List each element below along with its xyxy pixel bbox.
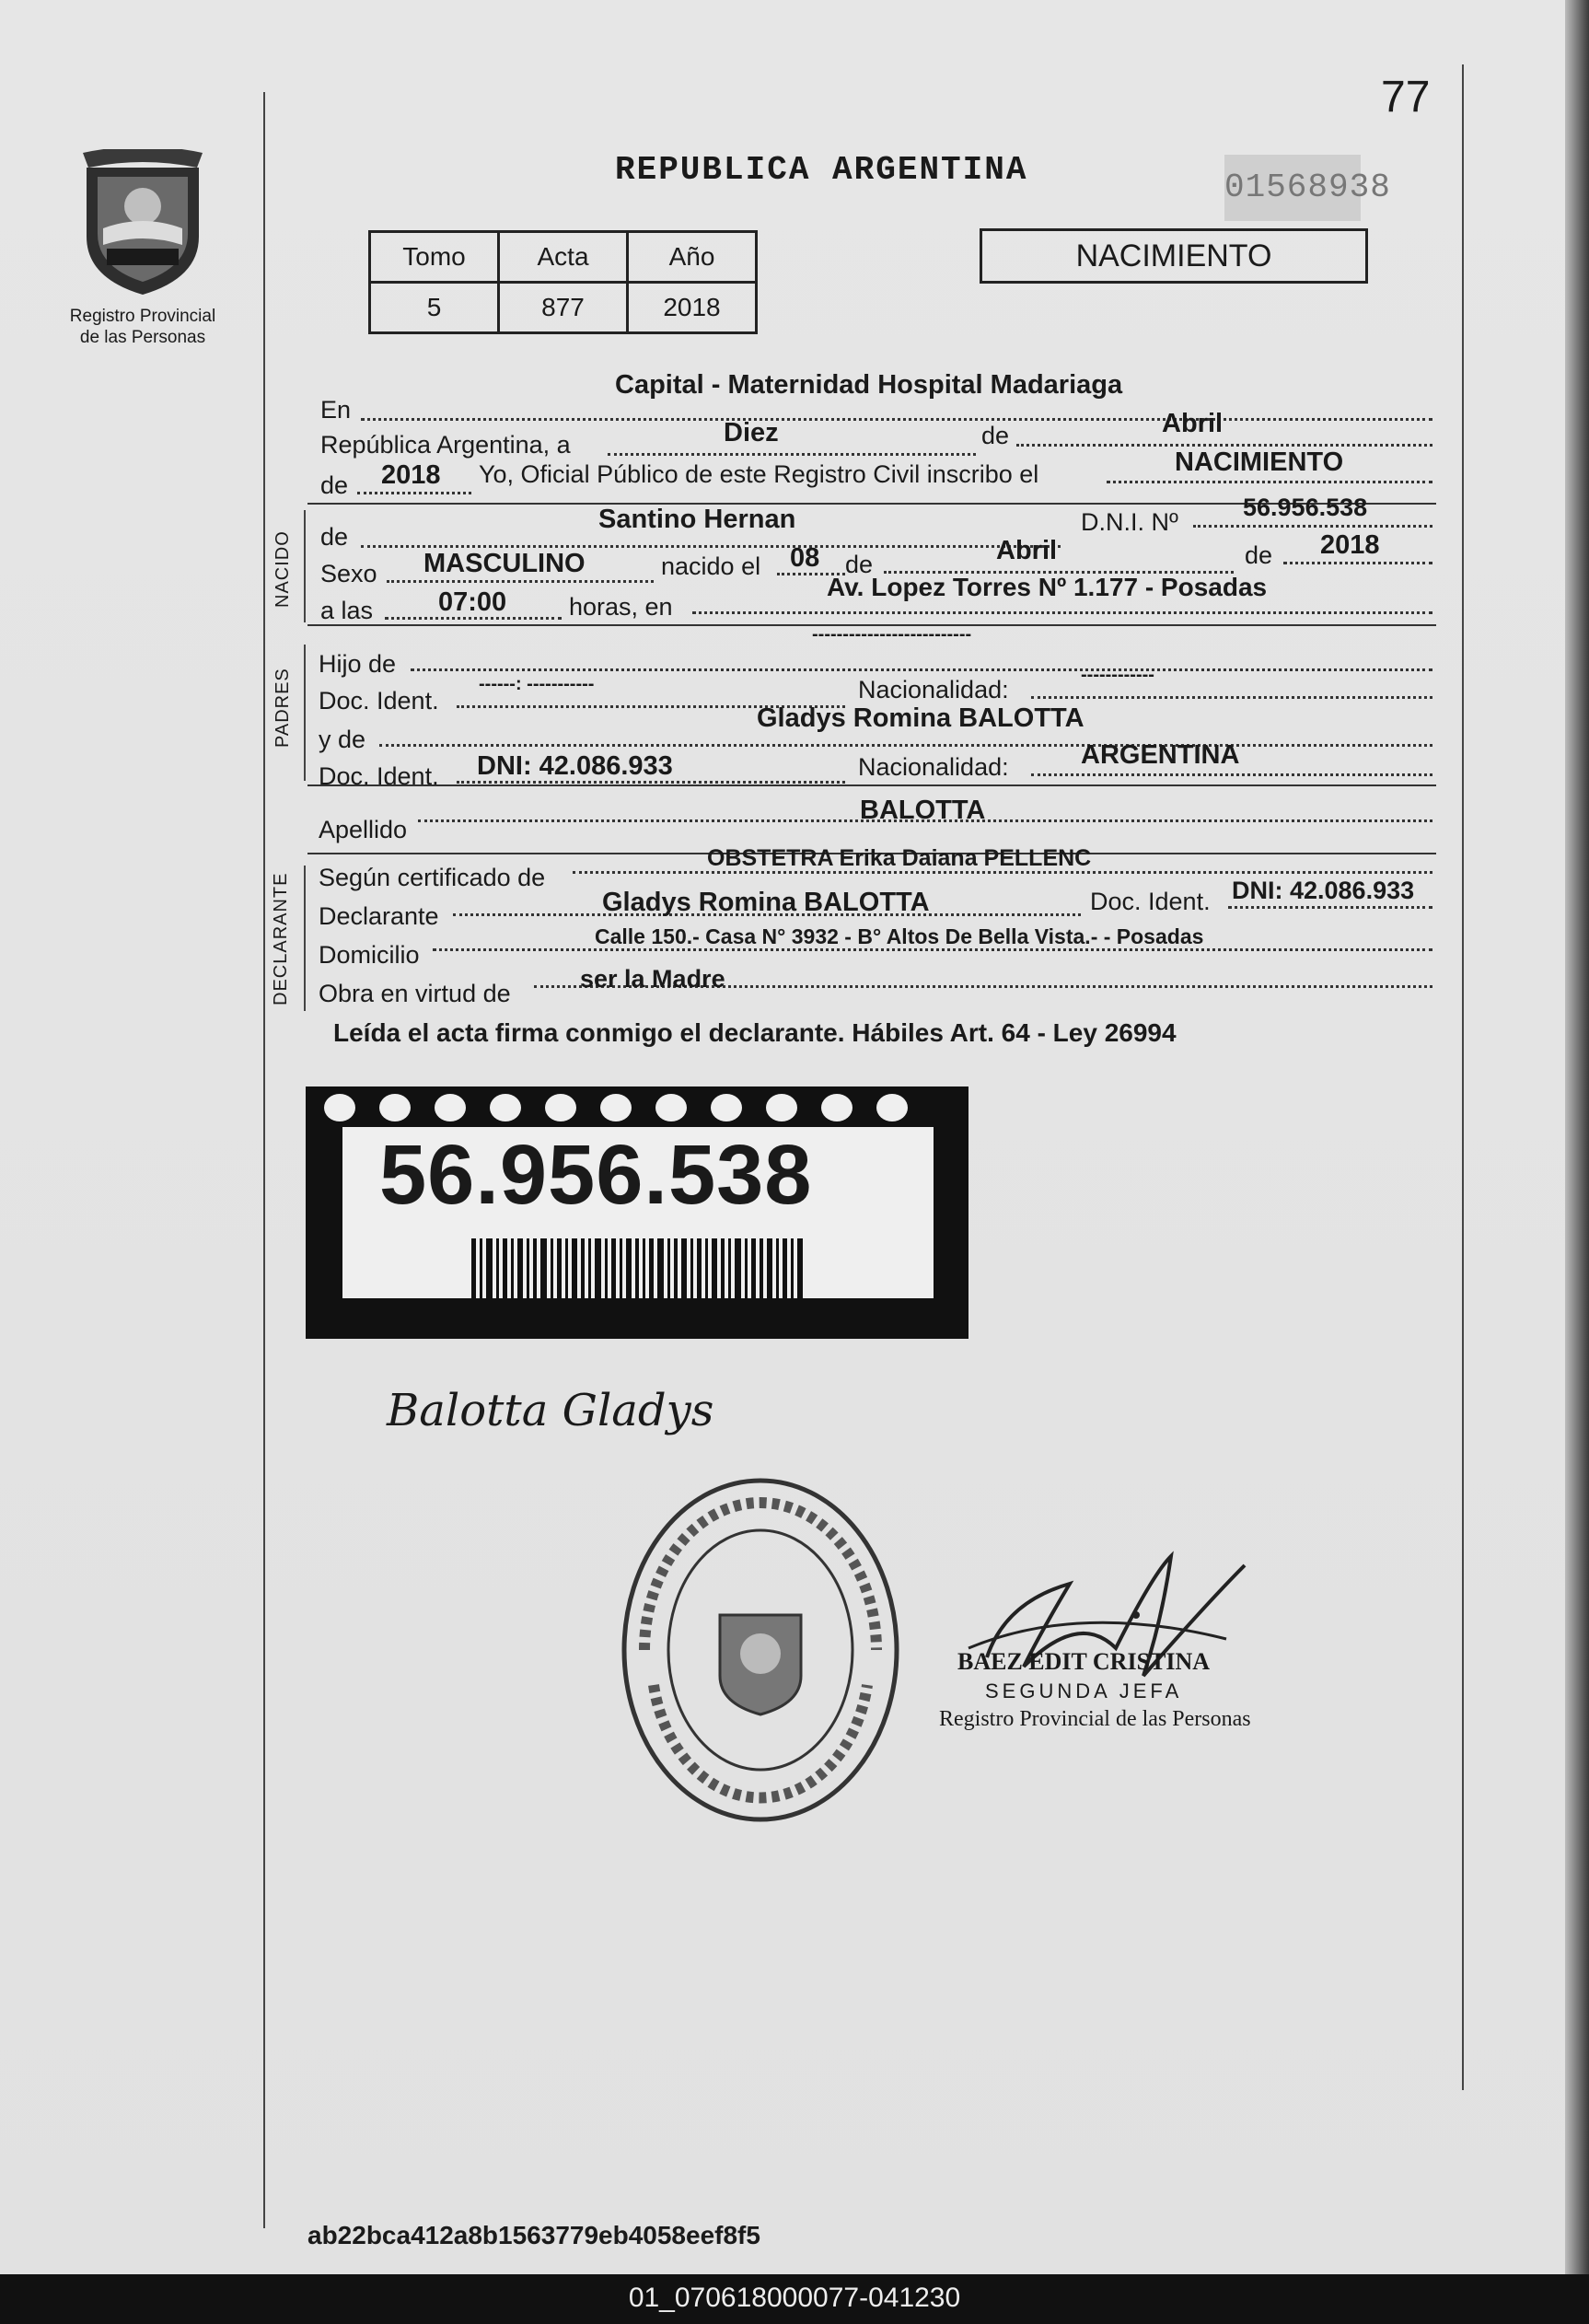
serial-stamp: 01568938 bbox=[1224, 155, 1361, 221]
sexo-line bbox=[387, 580, 654, 583]
father-nationality-line bbox=[1031, 696, 1432, 699]
de-label-2: de bbox=[320, 471, 349, 499]
official-organization: Registro Provincial de las Personas bbox=[939, 1707, 1251, 1731]
declarante-doc-line bbox=[1228, 906, 1432, 909]
ano-header: Año bbox=[628, 232, 757, 283]
month-line bbox=[1016, 444, 1432, 447]
en-label: En bbox=[320, 396, 352, 424]
mother-name-value: Gladys Romina BALOTTA bbox=[757, 703, 1084, 733]
birth-day-value: 08 bbox=[790, 543, 820, 573]
right-margin-line bbox=[1462, 64, 1464, 2090]
mother-line bbox=[379, 744, 1432, 747]
ano-value: 2018 bbox=[628, 283, 757, 333]
padres-bracket bbox=[304, 645, 306, 781]
obra-label: Obra en virtud de bbox=[319, 980, 511, 1007]
month-value: Abril bbox=[1162, 409, 1224, 438]
name-line bbox=[361, 545, 1061, 548]
official-name: BAEZ EDIT CRISTINA bbox=[957, 1648, 1211, 1675]
birth-place-line bbox=[692, 611, 1432, 614]
nacido-section-label: NACIDO bbox=[273, 530, 293, 608]
birth-place-value: Av. Lopez Torres Nº 1.177 - Posadas bbox=[827, 573, 1268, 601]
page-edge bbox=[1565, 0, 1589, 2274]
place-line bbox=[361, 418, 1432, 421]
padres-section-label: PADRES bbox=[273, 668, 293, 748]
mother-doc-value: DNI: 42.086.933 bbox=[477, 751, 673, 781]
day-line bbox=[608, 453, 976, 456]
father-line bbox=[411, 668, 1432, 671]
acta-value: 877 bbox=[499, 283, 628, 333]
official-seal-icon bbox=[617, 1473, 904, 1827]
registry-table-value-row bbox=[370, 283, 757, 333]
registry-table bbox=[368, 230, 758, 334]
birth-month-value: Abril bbox=[996, 536, 1058, 565]
nacido-el-label: nacido el bbox=[661, 552, 761, 580]
de-label-1: de bbox=[981, 422, 1010, 449]
footer-id: 01_070618000077-041230 bbox=[628, 2283, 961, 2313]
declarante-label: Declarante bbox=[319, 902, 439, 930]
father-doc-label: Doc. Ident. bbox=[319, 687, 439, 715]
sticker-pattern bbox=[490, 1094, 521, 1121]
declarante-name-value: Gladys Romina BALOTTA bbox=[602, 888, 930, 917]
acta-header: Acta bbox=[499, 232, 628, 283]
dni-line bbox=[1193, 525, 1432, 528]
nacido-de-label: de bbox=[320, 523, 349, 551]
year-value: 2018 bbox=[381, 460, 441, 490]
sticker-pattern bbox=[655, 1094, 687, 1121]
sexo-value: MASCULINO bbox=[423, 549, 586, 578]
sticker-pattern bbox=[711, 1094, 742, 1121]
mother-doc-label: Doc. Ident. bbox=[319, 762, 439, 790]
day-value: Diez bbox=[724, 418, 779, 447]
child-name-value: Santino Hernan bbox=[598, 505, 796, 534]
dni-value: 56.956.538 bbox=[1243, 494, 1368, 521]
sticker-pattern bbox=[876, 1094, 908, 1121]
dni-label: D.N.I. Nº bbox=[1081, 508, 1178, 536]
barcode-icon bbox=[471, 1238, 836, 1305]
padres-divider bbox=[307, 784, 1436, 786]
birth-de-label-2: de bbox=[1245, 541, 1273, 569]
inscribe-line bbox=[1107, 481, 1432, 483]
year-line bbox=[357, 492, 471, 494]
tomo-value: 5 bbox=[370, 283, 499, 333]
sticker-pattern bbox=[600, 1094, 632, 1121]
logo-caption-line-2: de las Personas bbox=[79, 328, 206, 347]
time-value: 07:00 bbox=[438, 587, 507, 617]
closing-text: Leída el acta firma conmigo el declarante. Hábiles Art. 64 - Ley 26994 bbox=[333, 1018, 1177, 1047]
horas-label: horas, en bbox=[569, 593, 673, 621]
document-hash: ab22bca412a8b1563779eb4058eef8f5 bbox=[307, 2221, 760, 2249]
yo-text: Yo, Oficial Público de este Registro Civil inscribo el bbox=[479, 460, 1039, 488]
handwritten-signature: Balotta Gladys bbox=[387, 1385, 714, 1436]
obra-value: ser la Madre bbox=[580, 965, 725, 993]
mother-nationality-label: Nacionalidad: bbox=[858, 753, 1009, 781]
apellido-value: BALOTTA bbox=[860, 796, 986, 825]
province-seal-icon bbox=[75, 149, 210, 296]
certificado-value: OBSTETRA Erika Daiana PELLENC bbox=[707, 845, 1092, 871]
inscribe-value: NACIMIENTO bbox=[1175, 447, 1344, 477]
mother-nationality-line bbox=[1031, 773, 1432, 776]
declarante-doc-label: Doc. Ident. bbox=[1090, 888, 1211, 915]
apellido-label: Apellido bbox=[319, 816, 408, 843]
sexo-label: Sexo bbox=[320, 560, 377, 587]
hijo-de-label: Hijo de bbox=[319, 650, 397, 678]
father-doc-value: ------: ----------- bbox=[479, 674, 595, 694]
official-title: SEGUNDA JEFA bbox=[985, 1679, 1183, 1702]
record-type-box: NACIMIENTO bbox=[980, 228, 1368, 284]
declarante-doc-value: DNI: 42.086.933 bbox=[1232, 877, 1415, 904]
sticker-dni-number: 56.956.538 bbox=[379, 1128, 813, 1222]
sticker-pattern bbox=[435, 1094, 466, 1121]
page-number: 77 bbox=[1381, 73, 1431, 122]
certificado-label: Según certificado de bbox=[319, 864, 546, 891]
nacido-bracket bbox=[304, 510, 306, 622]
father-nationality-label: Nacionalidad: bbox=[858, 676, 1009, 703]
sticker-pattern bbox=[379, 1094, 411, 1121]
tomo-header: Tomo bbox=[370, 232, 499, 283]
logo-caption bbox=[46, 306, 239, 348]
birth-de-label: de bbox=[845, 551, 874, 578]
sticker-pattern bbox=[821, 1094, 852, 1121]
sticker-pattern bbox=[324, 1094, 355, 1121]
place-value: Capital - Maternidad Hospital Madariaga bbox=[615, 370, 1123, 400]
declarante-bracket bbox=[304, 866, 306, 1011]
footer-bar bbox=[0, 2274, 1589, 2324]
a-las-label: a las bbox=[320, 597, 374, 624]
sticker-pattern bbox=[766, 1094, 797, 1121]
declarante-section-label: DECLARANTE bbox=[271, 872, 291, 1005]
republica-label: República Argentina, a bbox=[320, 431, 571, 459]
registry-table-header-row bbox=[370, 232, 757, 283]
domicilio-value: Calle 150.- Casa N° 3932 - B° Altos De Bella Vista.- - Posadas bbox=[595, 924, 1204, 948]
logo-caption-line-1: Registro Provincial bbox=[69, 307, 216, 326]
country-title: REPUBLICA ARGENTINA bbox=[615, 151, 1028, 189]
sticker-pattern bbox=[545, 1094, 576, 1121]
mother-nationality-value: ARGENTINA bbox=[1081, 740, 1240, 770]
domicilio-label: Domicilio bbox=[319, 941, 420, 969]
birth-year-value: 2018 bbox=[1320, 530, 1380, 560]
father-name-value: -------------------------- bbox=[812, 624, 972, 645]
birth-year-line bbox=[1283, 562, 1432, 564]
left-margin-line bbox=[263, 92, 265, 2228]
y-de-label: y de bbox=[319, 726, 366, 753]
father-nationality-value: ------------ bbox=[1081, 665, 1154, 685]
